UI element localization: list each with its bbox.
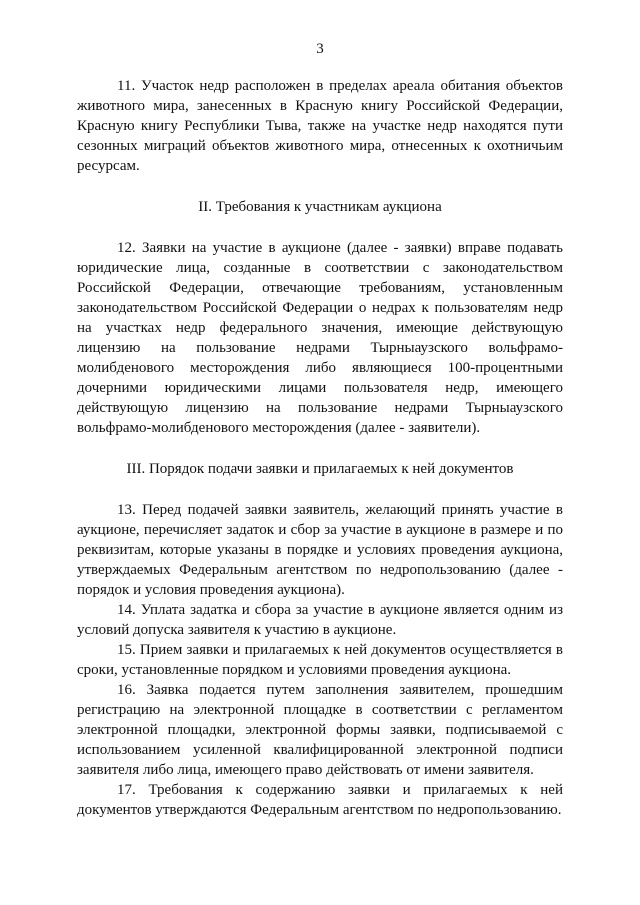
paragraph-14: 14. Уплата задатка и сбора за участие в аукционе является одним из условий допуска заявителя к участию в аукционе. [77,602,563,638]
section-heading-3: III. Порядок подачи заявки и прилагаемых к ней документов [126,461,514,477]
paragraph-16: 16. Заявка подается путем заполнения заявителем, прошедшим регистрацию на электронной площадке в соответствии с регламентом электронной площадки, электронной формы заявки, подписываемой с использованием усиленной квалифицированной электронной подписи заявителя либо лица, имеющего право действовать от имени заявителя. [77,682,563,778]
paragraph-13: 13. Перед подачей заявки заявитель, желающий принять участие в аукционе, перечисляет задаток и сбор за участие в аукционе в размере и по реквизитам, которые указаны в порядке и условиях проведения аукциона, утверждаемых Федеральным агентством по недропользованию (далее - порядок и условия проведения аукциона). [77,502,563,598]
paragraph-15: 15. Прием заявки и прилагаемых к ней документов осуществляется в сроки, установленные порядком и условиями проведения аукциона. [77,642,563,678]
section-heading-2: II. Требования к участникам аукциона [198,199,442,215]
paragraph-12: 12. Заявки на участие в аукционе (далее - заявки) вправе подавать юридические лица, созданные в соответствии с законодательством Российской Федерации, отвечающие требованиям, установленным законодательством Российской Федерации о недрах к пользователям недр на участках недр федерального значения, имеющие действующую лицензию на пользование недрами Тырныаузского вольфрамо-молибденового месторождения либо являющиеся 100-процентными дочерними юридическими лицами пользователя недр, имеющего действующую лицензию на пользование недрами Тырныаузского вольфрамо-молибденового месторождения (далее - заявители). [77,240,563,436]
paragraph-11: 11. Участок недр расположен в пределах ареала обитания объектов животного мира, занесенных в Красную книгу Российской Федерации, Красную книгу Республики Тыва, также на участке недр находятся пути сезонных миграций объектов животного мира, отнесенных к охотничьим ресурсам. [77,78,563,174]
document-body [77,76,563,820]
paragraph-17: 17. Требования к содержанию заявки и прилагаемых к ней документов утверждаются Федеральным агентством по недропользованию. [77,782,563,818]
page-number: 3 [316,41,324,57]
